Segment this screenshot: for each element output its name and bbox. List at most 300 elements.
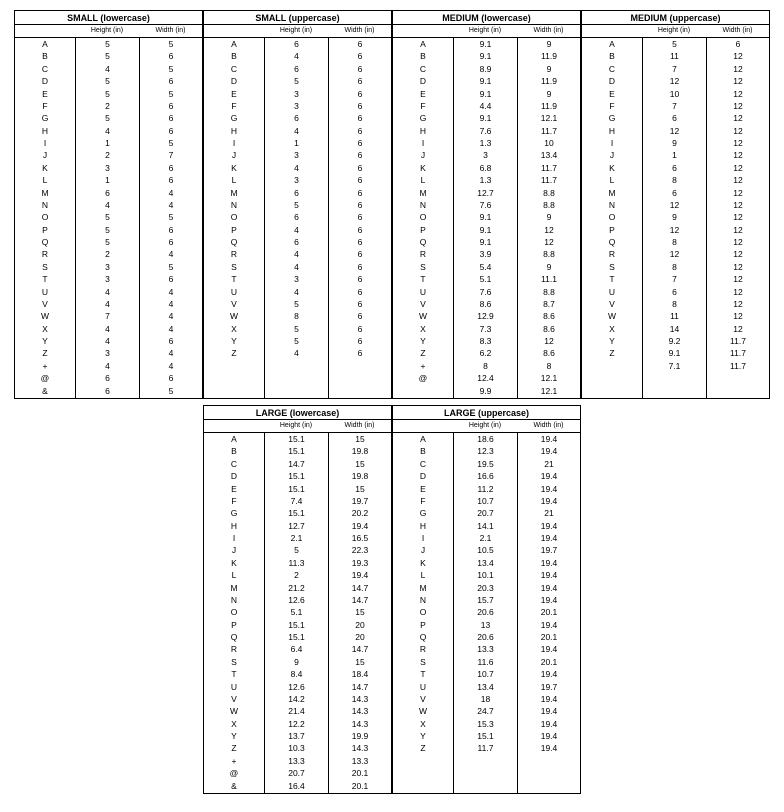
height-cell: 3 [294,150,299,161]
width-cell: 5 [168,88,174,99]
letter-cell: P [231,619,237,630]
letter-cell: W [229,706,239,717]
height-cell: 4 [294,162,299,173]
letter-cell: Y [231,336,237,346]
height-cell: 9.1 [479,224,492,235]
width-cell: 14.7 [351,644,369,655]
letter-cell: E [420,88,426,99]
letter-cell: + [231,755,237,766]
width-cell: 12 [733,224,743,235]
width-cell: 12 [733,63,743,74]
width-cell: 6 [357,249,363,260]
width-column [517,38,580,398]
letter-cell: + [420,360,426,371]
letter-column [393,433,453,793]
height-cell: 7 [672,63,677,74]
height-cell: 9.9 [479,385,492,396]
letter-cell: R [41,249,49,260]
width-cell: 8.8 [543,199,555,210]
height-cell: 9 [672,138,677,148]
width-column [328,433,391,793]
height-cell: 11 [670,311,679,322]
height-cell: 4 [105,63,110,74]
letter-cell: Z [609,348,615,359]
width-cell: 6 [168,51,174,62]
width-cell: 8.8 [543,249,555,260]
width-cell: 4 [168,298,174,309]
width-cell: 6 [357,63,363,74]
letter-cell: Y [420,336,426,346]
height-cell: 7.6 [479,286,492,297]
width-cell: 12 [733,100,743,111]
height-cell: 12 [669,249,680,260]
width-cell: 19.4 [351,570,369,581]
height-cell: 15.1 [288,434,305,444]
width-cell: 6 [357,162,363,173]
height-cell: 10.7 [477,669,494,680]
column-subheader [393,25,580,38]
height-cell: 6 [294,113,299,124]
letter-cell: D [419,471,427,482]
height-cell: 5 [294,323,299,334]
height-column [642,38,706,398]
width-cell: 6 [357,274,363,285]
height-cell: 6 [294,187,299,198]
letter-cell: D [608,76,616,87]
width-cell: 12 [544,237,554,247]
width-cell: 19.7 [540,681,558,692]
table-title: LARGE (uppercase) [393,406,580,420]
height-cell: 6 [105,385,110,396]
height-cell: 6 [672,162,677,173]
height-cell: 8 [672,261,677,272]
width-cell: 9 [546,63,552,74]
width-cell: 8.6 [543,323,555,334]
letter-cell [582,360,642,372]
table-title: SMALL (lowercase) [15,11,202,25]
height-cell: 6 [672,113,677,124]
letter-cell: W [418,311,428,322]
letter-cell: X [231,718,237,729]
width-cell: 13.4 [540,150,558,161]
width-cell: 19.8 [351,446,369,457]
height-cell: 9.1 [668,348,681,359]
width-cell: 11.7 [541,162,557,173]
letter-cell: N [419,594,427,605]
width-cell: 12 [733,175,743,186]
letter-cell: Q [230,237,238,247]
width-cell: 4 [168,348,174,359]
height-cell: 6 [105,373,110,384]
height-cell: 2.1 [479,533,492,543]
height-cell: 5 [105,224,110,235]
width-cell: 6 [357,311,363,322]
width-cell: 6 [357,224,363,235]
letter-cell: @ [418,373,428,384]
height-cell: 9.1 [479,76,492,87]
height-cell: 3 [294,175,299,186]
width-cell: 19.4 [540,471,558,482]
letter-cell: D [41,76,49,87]
letter-cell: & [231,780,237,791]
width-cell: 4 [168,187,174,198]
height-cell: 15.1 [288,446,305,457]
height-cell: 12.9 [477,311,494,322]
width-cell: 21 [544,508,554,519]
width-cell: 19.4 [540,718,558,729]
width-cell: 20.1 [351,780,369,791]
height-cell: 12.7 [288,520,305,531]
height-cell: 8 [294,311,299,322]
letter-cell: R [230,644,238,655]
height-cell: 21.4 [288,706,305,717]
height-cell: 5 [105,76,110,87]
height-cell: 6 [294,237,299,247]
width-cell: 19.4 [540,594,558,605]
width-cell: 4 [168,360,174,371]
width-cell: 6 [357,237,363,247]
height-cell: 5 [105,88,110,99]
width-cell: 19.4 [540,533,558,543]
height-cell: 16.4 [288,780,305,791]
letter-cell: @ [229,768,239,779]
width-cell: 13.3 [351,755,369,766]
width-cell: 12 [733,199,743,210]
letter-cell: O [419,607,427,618]
width-cell: 5 [168,261,174,272]
letter-cell: M [419,187,427,198]
height-cell: 9.1 [479,51,492,62]
letter-cell: K [420,557,426,568]
height-cell: 13.3 [288,755,305,766]
column-subheader [204,420,391,433]
width-cell: 6 [168,76,174,87]
letter-cell: B [609,51,615,62]
letter-cell: G [230,508,238,519]
height-cell: 4 [105,298,110,309]
letter-cell: E [231,483,237,494]
width-cell: 5 [168,138,174,148]
width-column-header: Width (in) [155,27,186,34]
letter-cell: Q [419,237,427,247]
width-cell: 19.7 [540,545,558,556]
letter-column [393,38,453,398]
letter-cell: C [230,63,238,74]
letter-cell: D [230,471,238,482]
height-cell: 9.2 [668,336,681,346]
letter-cell: I [232,138,236,148]
letter-cell: T [231,274,237,285]
letter-cell: A [231,39,237,49]
letter-cell: E [420,483,426,494]
height-cell: 6 [294,63,299,74]
height-cell: 5 [294,199,299,210]
height-cell: 5.1 [479,274,492,285]
width-cell: 18.4 [351,669,369,680]
height-cell: 14.1 [477,520,494,531]
height-cell: 10.7 [477,495,494,506]
height-cell: 15.7 [477,594,494,605]
letter-cell: B [42,51,48,62]
width-cell: 5 [168,385,174,396]
letter-cell: C [419,63,427,74]
width-cell: 7 [168,150,174,161]
height-cell: 4 [294,261,299,272]
width-cell: 16.5 [351,533,369,543]
letter-cell: Q [41,237,49,247]
letter-cell [393,385,453,397]
letter-cell: H [419,125,427,136]
letter-cell: B [231,51,237,62]
width-cell: 14.7 [351,594,369,605]
height-cell: 10 [669,88,680,99]
width-cell: 6 [357,138,363,148]
width-cell: 19.4 [540,495,558,506]
height-cell: 20.3 [477,582,494,593]
width-cell: 6 [168,113,174,124]
letter-header-spacer [393,420,453,432]
height-cell: 7.3 [479,323,492,334]
width-cell: 6 [168,274,174,285]
letter-cell: G [419,113,427,124]
width-cell: 19.3 [351,557,369,568]
height-cell: 11.2 [477,483,494,494]
height-cell: 20.6 [477,632,494,642]
letter-cell: F [609,100,615,111]
width-cell: 19.4 [540,743,558,754]
height-cell: 12.7 [477,187,494,198]
height-cell: 21.2 [288,582,305,593]
width-cell: 12 [733,125,743,136]
letter-header-spacer [15,25,75,37]
width-cell: 5 [168,212,174,223]
width-cell: 6 [168,336,174,346]
width-cell: 6 [168,100,174,111]
height-cell: 2 [105,100,110,111]
letter-cell: V [231,298,237,309]
width-cell: 6 [168,162,174,173]
height-cell: 14 [669,323,680,334]
height-cell: 6 [294,39,299,49]
height-cell: 7.4 [290,495,303,506]
height-cell: 15.3 [477,718,494,729]
width-cell: 6 [357,261,363,272]
letter-cell: L [420,570,426,581]
letter-cell: W [40,311,50,322]
height-cell: 7.6 [479,199,492,210]
letter-cell: X [609,323,615,334]
letter-cell: + [42,360,48,371]
width-cell: 8 [546,360,552,371]
letter-cell: K [420,162,426,173]
letter-cell: E [42,88,48,99]
letter-cell: A [42,39,48,49]
table-small-lowercase [14,10,203,399]
width-cell: 11.7 [730,360,746,371]
letter-cell: F [231,495,237,506]
height-cell: 15.1 [477,731,494,741]
table-body [204,433,391,793]
letter-cell: H [230,125,238,136]
height-column-header: Height (in) [468,27,502,34]
letter-cell: L [420,175,426,186]
letter-cell: X [42,323,48,334]
width-cell: 8.6 [543,311,555,322]
letter-cell: F [42,100,48,111]
height-cell: 3 [294,274,299,285]
width-cell: 6 [357,298,363,309]
height-cell: 12 [669,199,680,210]
width-cell: 6 [168,175,174,186]
letter-cell: N [419,199,427,210]
letter-cell: Q [419,632,427,642]
width-cell: 12 [733,311,743,322]
width-cell: 20 [355,632,365,642]
height-cell: 5.4 [479,261,492,272]
height-column-header: Height (in) [468,422,502,429]
letter-cell: Z [420,743,426,754]
letter-cell: U [608,286,616,297]
letter-cell: M [419,582,427,593]
letter-cell: K [231,162,237,173]
height-cell: 3.9 [479,249,492,260]
width-cell: 20.1 [540,607,558,618]
height-cell: 1 [294,138,299,148]
height-cell: 5 [294,545,299,556]
height-cell: 10.5 [477,545,494,556]
width-cell: 6 [357,39,363,49]
height-cell: 13.4 [477,681,494,692]
letter-cell: K [231,557,237,568]
width-cell: 6 [357,348,363,359]
height-cell: 9 [294,656,299,667]
height-column-header: Height (in) [279,27,313,34]
letter-header-spacer [582,25,642,37]
height-cell: 20.6 [477,607,494,618]
letter-cell: U [230,681,238,692]
width-cell: 12 [733,113,743,124]
width-cell: 20.1 [540,632,558,642]
table-title: MEDIUM (lowercase) [393,11,580,25]
height-cell: 3 [294,100,299,111]
width-cell: 6 [357,212,363,223]
letter-cell: H [419,520,427,531]
letter-cell: Z [42,348,48,359]
letter-cell: D [419,76,427,87]
width-cell: 12 [733,162,743,173]
height-cell: 2 [105,249,110,260]
height-cell: 13.7 [288,731,305,741]
height-cell: 1.3 [479,138,492,148]
height-cell: 5 [105,113,110,124]
height-cell: 4 [105,360,110,371]
width-cell: 12 [733,274,743,285]
table-title: SMALL (uppercase) [204,11,391,25]
letter-cell: H [230,520,238,531]
height-cell: 12.3 [477,446,494,457]
width-cell: 14.3 [351,743,369,754]
letter-cell: X [420,323,426,334]
height-cell: 20.7 [288,768,305,779]
letter-header-spacer [204,420,264,432]
letter-cell: G [230,113,238,124]
height-cell: 4 [294,249,299,260]
height-cell: 4 [105,323,110,334]
height-cell: 4 [105,336,110,346]
width-cell: 15 [355,607,365,618]
width-cell: 6 [168,373,174,384]
width-cell: 12 [733,150,743,161]
height-cell: 2.1 [290,533,303,543]
letter-cell: T [420,274,426,285]
letter-cell: G [608,113,616,124]
letter-cell: Y [231,731,237,741]
letter-cell: W [229,311,239,322]
letter-cell: T [231,669,237,680]
letter-cell: J [420,150,426,161]
width-cell: 21 [544,458,554,469]
height-cell: 5 [294,336,299,346]
width-cell: 6 [357,336,363,346]
height-cell: 13 [480,619,491,630]
width-cell: 14.3 [351,718,369,729]
height-cell: 6 [672,187,677,198]
table-title: MEDIUM (uppercase) [582,11,769,25]
height-cell: 4 [294,125,299,136]
height-cell: 3 [105,348,110,359]
width-cell: 20 [355,619,365,630]
letter-cell: H [608,125,616,136]
letter-cell: A [420,434,426,444]
letter-cell: U [41,286,49,297]
width-cell: 19.4 [540,570,558,581]
letter-cell: X [420,718,426,729]
width-cell: 11.9 [541,76,557,87]
height-column [453,433,517,793]
width-cell: 19.8 [351,471,369,482]
height-cell: 11.6 [477,656,494,667]
height-cell: 5 [105,237,110,247]
letter-cell: J [609,150,615,161]
width-cell: 20.1 [351,768,369,779]
table-body [393,433,580,793]
width-cell: 20.2 [351,508,369,519]
height-cell: 3 [105,261,110,272]
width-cell: 12 [733,138,743,148]
letter-cell: A [420,39,426,49]
height-column [75,38,139,398]
height-cell: 7 [672,274,677,285]
letter-cell: A [609,39,615,49]
height-cell: 1 [672,150,677,161]
letter-cell: Y [42,336,48,346]
height-cell: 19.5 [477,458,494,469]
width-cell: 6 [168,125,174,136]
width-cell: 15 [355,483,365,494]
letter-cell: M [230,187,238,198]
height-cell: 12.6 [288,681,305,692]
letter-cell: J [420,545,426,556]
width-cell: 9 [546,212,552,223]
letter-cell: S [420,656,426,667]
width-column [328,38,391,398]
table-title: LARGE (lowercase) [204,406,391,420]
width-column-header: Width (in) [344,27,375,34]
width-cell: 6 [357,100,363,111]
letter-cell: O [230,607,238,618]
letter-cell: R [608,249,616,260]
height-cell: 12 [669,125,680,136]
